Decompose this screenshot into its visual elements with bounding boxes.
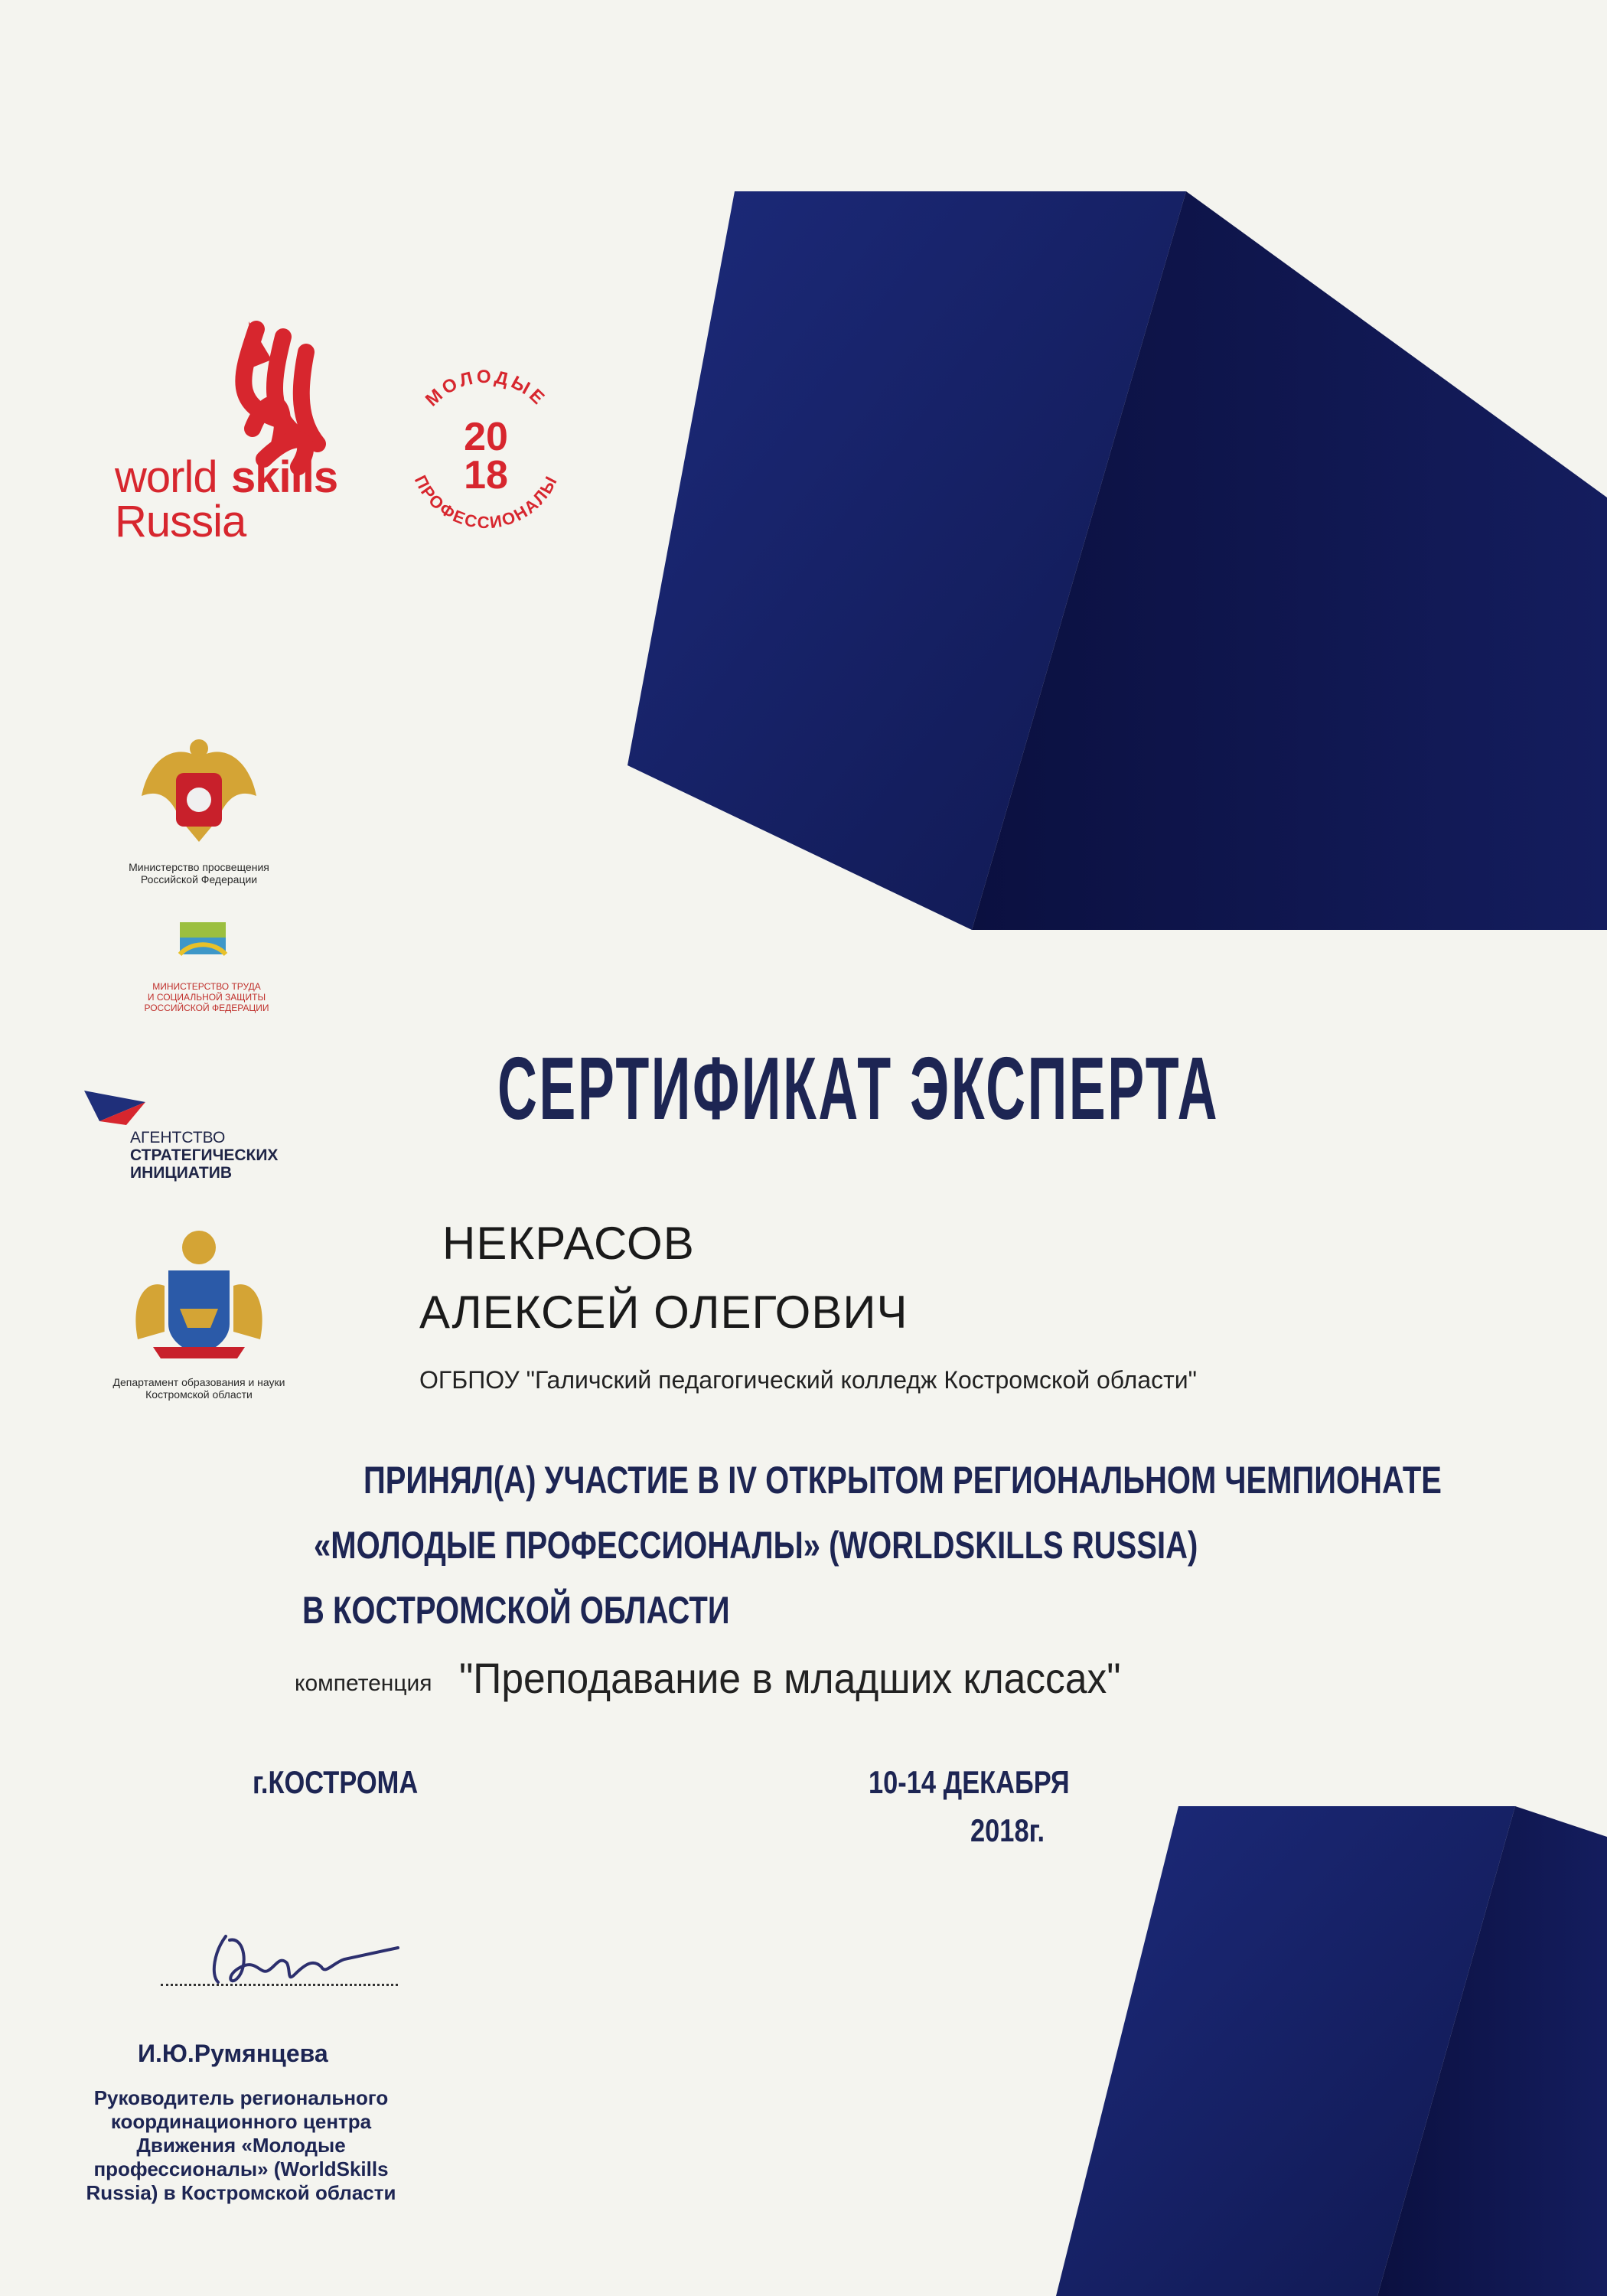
- russian-eagle-emblem-icon: [134, 727, 264, 857]
- recipient-first-middle-name: АЛЕКСЕЙ ОЛЕГОВИЧ: [419, 1287, 908, 1338]
- recipient-organization: ОГБПОУ "Галичский педагогический колледж Костромской области": [419, 1366, 1197, 1394]
- ministry-labor-logo-icon: [176, 918, 230, 980]
- asi-text: АГЕНТСТВО СТРАТЕГИЧЕСКИХ ИНИЦИАТИВ: [130, 1129, 279, 1182]
- kostroma-crest-icon: [122, 1225, 275, 1362]
- event-city: г.КОСТРОМА: [253, 1764, 419, 1800]
- asi-arrow-icon: [84, 1087, 145, 1125]
- participation-line-3: В КОСТРОМСКОЙ ОБЛАСТИ: [302, 1589, 730, 1632]
- worldskills-text-russia: Russia: [115, 497, 246, 546]
- event-dates: 10-14 ДЕКАБРЯ: [869, 1764, 1070, 1800]
- seal-year-top: 20: [464, 415, 508, 459]
- worldskills-text-world: world: [115, 452, 217, 502]
- signatory-name: И.Ю.Румянцева: [138, 2040, 328, 2067]
- navy-cube-decoration-bottom: [1056, 1806, 1607, 2296]
- competence-label: компетенция: [295, 1671, 432, 1696]
- kostroma-department-caption: Департамент образования и науки Костромской области: [112, 1376, 285, 1401]
- participation-line-2: «МОЛОДЫЕ ПРОФЕССИОНАЛЫ» (WORLDSKILLS RUSSIA): [314, 1524, 1198, 1567]
- ministry-labor-caption: МИНИСТЕРСТВО ТРУДА И СОЦИАЛЬНОЙ ЗАЩИТЫ РОССИЙСКОЙ ФЕДЕРАЦИИ: [144, 981, 269, 1013]
- participation-line-1: ПРИНЯЛ(А) УЧАСТИЕ В IV ОТКРЫТОМ РЕГИОНАЛЬНОМ ЧЕМПИОНАТЕ: [363, 1459, 1442, 1502]
- molodye-professionaly-seal: [386, 352, 585, 551]
- navy-cube-decoration: [627, 191, 1607, 934]
- seal-arc-bottom: ПРОФЕССИОНАЛЫ: [410, 471, 562, 533]
- svg-text:МОЛОДЫЕ: [422, 367, 550, 411]
- handwritten-signature: [153, 1921, 413, 2005]
- ministry-education-caption: Министерство просвещения Российской Федерации: [129, 861, 269, 885]
- recipient-last-name: НЕКРАСОВ: [442, 1218, 695, 1269]
- seal-year-bottom: 18: [464, 453, 508, 497]
- seal-arc-top: МОЛОДЫЕ: [421, 366, 551, 411]
- signature-line: [161, 1984, 398, 1986]
- worldskills-text-skills: skills: [231, 452, 338, 502]
- competence-value: "Преподавание в младших классах": [459, 1654, 1121, 1702]
- certificate-title: СЕРТИФИКАТ ЭКСПЕРТА: [497, 1039, 1220, 1138]
- event-year: 2018г.: [970, 1812, 1045, 1848]
- signatory-position: Руководитель регионального координационного центра Движения «Молодые профессионалы» (WorldSkills Russia) в Костромской области: [86, 2086, 396, 2204]
